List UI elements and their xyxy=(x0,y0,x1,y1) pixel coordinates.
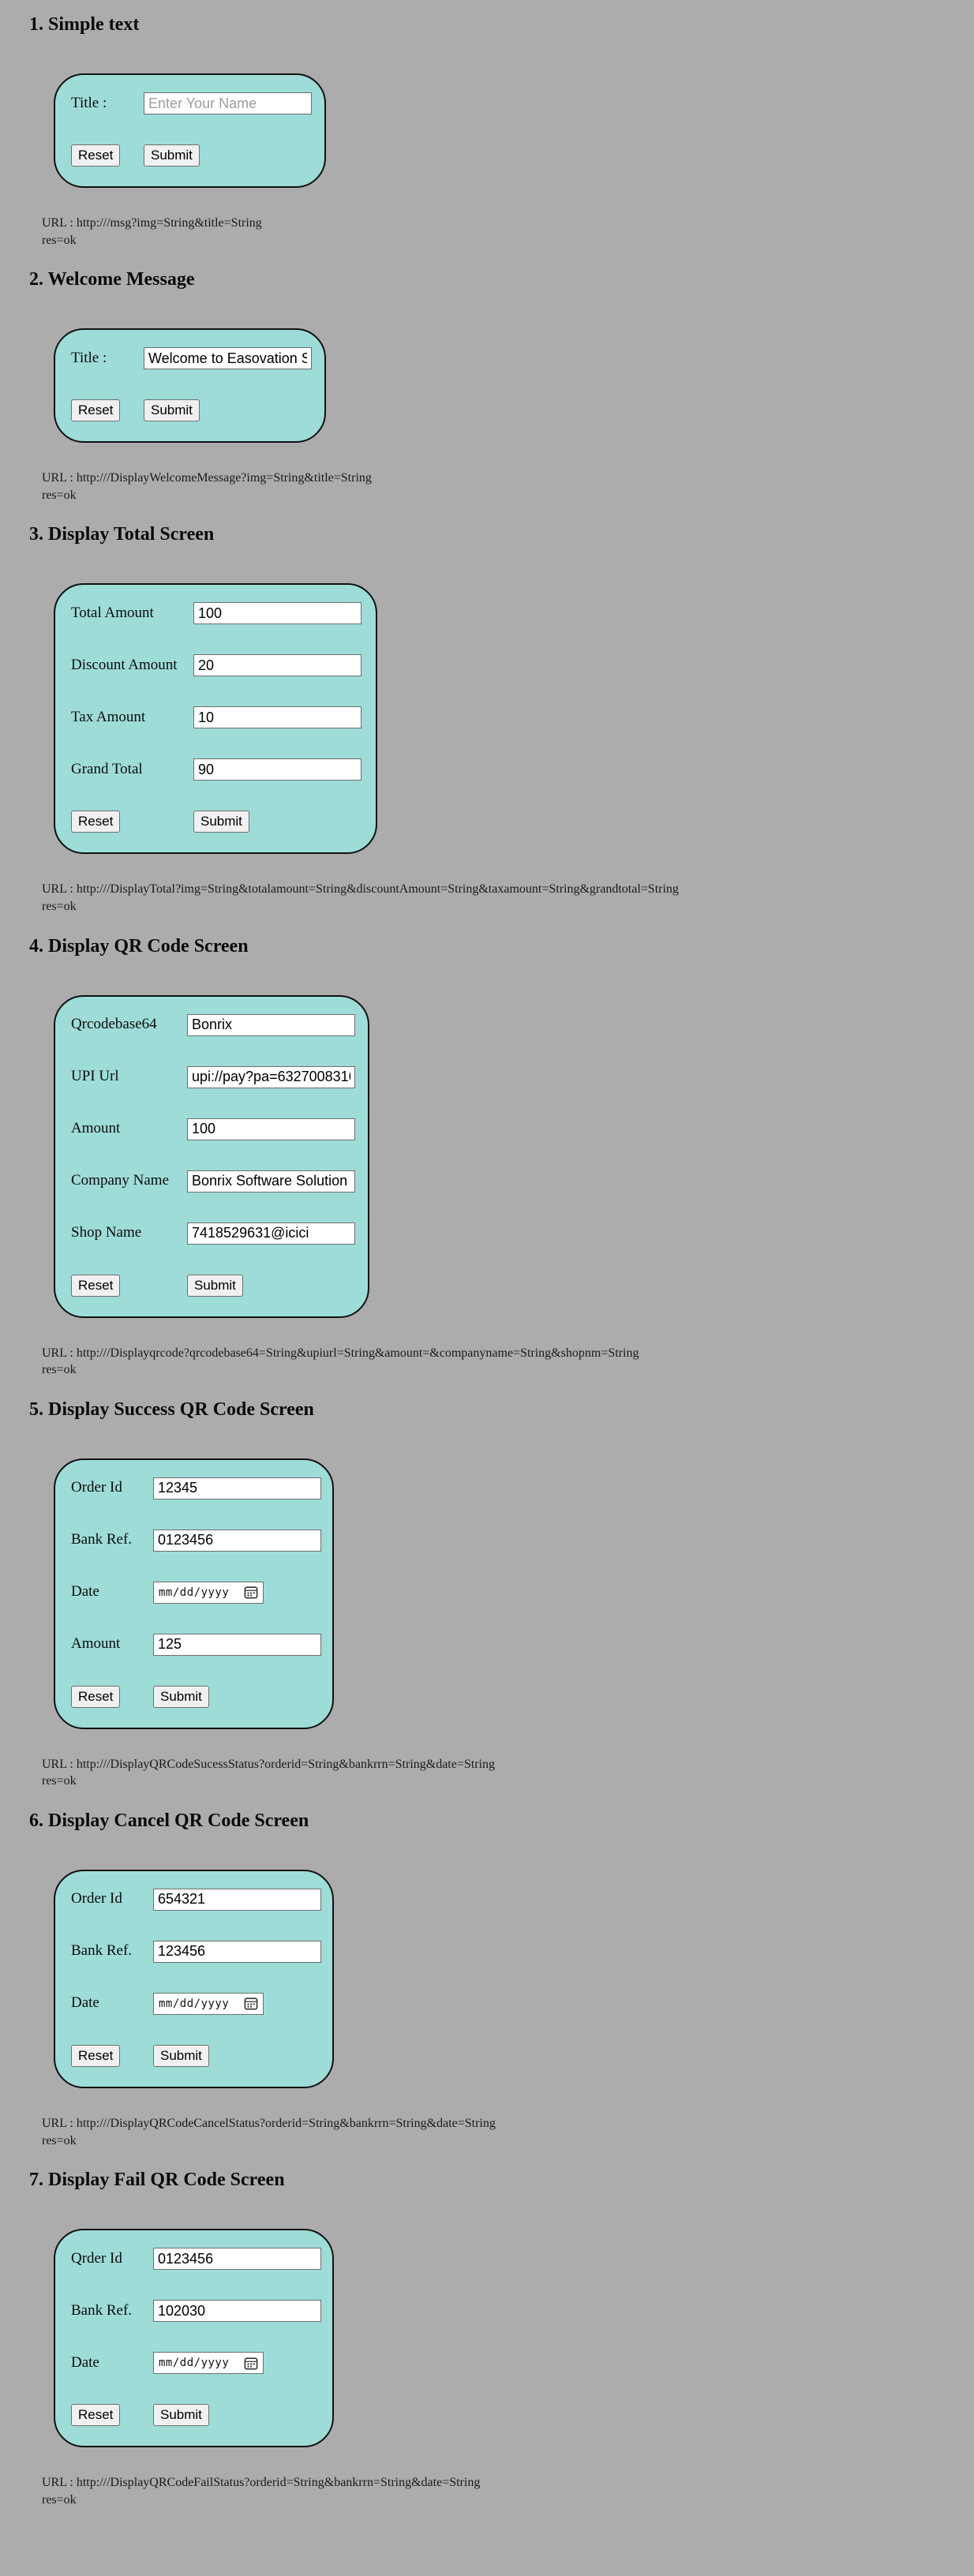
upi-url-input[interactable] xyxy=(187,1066,355,1088)
form-row xyxy=(71,347,309,369)
bank-ref-input[interactable] xyxy=(153,1530,321,1552)
form-panel xyxy=(54,73,326,188)
section-heading: 2. Welcome Message xyxy=(29,269,195,290)
form-row xyxy=(71,1118,352,1140)
form-row xyxy=(71,1941,317,1963)
reset-button[interactable]: Reset xyxy=(71,399,120,421)
form-row xyxy=(71,1889,317,1911)
res-text: res=ok xyxy=(42,899,77,913)
form-row xyxy=(71,92,309,114)
qrcodebase64-input[interactable] xyxy=(187,1014,355,1036)
field-label: Title : xyxy=(71,349,107,366)
bank-ref-input[interactable] xyxy=(153,2300,321,2322)
section-display-total xyxy=(0,524,974,915)
submit-button[interactable]: Submit xyxy=(153,1686,209,1708)
form-row xyxy=(71,1222,352,1245)
url-block xyxy=(42,2474,974,2508)
grand-total-input[interactable] xyxy=(193,758,362,781)
res-text: res=ok xyxy=(42,2133,77,2147)
amount-input[interactable] xyxy=(153,1634,321,1656)
section-heading: 1. Simple text xyxy=(29,14,140,35)
calendar-icon[interactable] xyxy=(244,2357,258,2370)
buttons-row xyxy=(71,811,360,833)
form-row xyxy=(71,1014,352,1036)
buttons-row xyxy=(71,399,309,421)
field-label: Order Id xyxy=(71,1890,122,1908)
url-text: URL : http:///DisplayTotal?img=String&totalamount=String&discountAmount=String&taxamount=String&grandtotal=String xyxy=(42,882,679,897)
form-row xyxy=(71,1170,352,1193)
field-label: Bank Ref. xyxy=(71,2301,133,2319)
total-amount-input[interactable] xyxy=(193,602,362,624)
buttons-row xyxy=(71,1686,317,1708)
url-block xyxy=(42,470,974,504)
discount-amount-input[interactable] xyxy=(193,654,362,676)
form-row xyxy=(71,758,360,781)
url-block xyxy=(42,215,974,249)
url-text: URL : http:///Displayqrcode?qrcodebase64=String&upiurl=String&amount=&companyname=String&shopnm=String xyxy=(42,1346,639,1360)
field-label: Bank Ref. xyxy=(71,1531,133,1548)
title-input[interactable] xyxy=(144,347,312,369)
buttons-row xyxy=(71,1275,352,1297)
field-label: Amount xyxy=(71,1635,121,1653)
section-display-qrcode xyxy=(0,936,974,1379)
date-placeholder: mm/dd/yyyy xyxy=(159,1997,230,2010)
order-id-input[interactable] xyxy=(153,1477,321,1500)
res-text: res=ok xyxy=(42,233,77,247)
section-welcome-message xyxy=(0,269,974,504)
date-input[interactable] xyxy=(153,2352,264,2374)
form-row xyxy=(71,654,360,676)
field-label: Date xyxy=(71,1583,99,1601)
buttons-row xyxy=(71,144,309,167)
form-row xyxy=(71,602,360,624)
section-heading: 6. Display Cancel QR Code Screen xyxy=(29,1810,309,1831)
reset-cell xyxy=(71,2404,153,2426)
section-cancel-qrcode xyxy=(0,1810,974,2149)
res-text: res=ok xyxy=(42,1774,77,1788)
field-label: Amount xyxy=(71,1120,121,1137)
form-row xyxy=(71,1530,317,1552)
form-row xyxy=(71,1066,352,1088)
url-block xyxy=(42,2115,974,2149)
reset-button[interactable]: Reset xyxy=(71,1686,120,1708)
form-panel xyxy=(54,583,377,854)
field-label: Grand Total xyxy=(71,760,143,777)
order-id-input[interactable] xyxy=(153,2248,321,2270)
form-row xyxy=(71,1993,317,2015)
form-panel xyxy=(54,1870,334,2088)
order-id-input[interactable] xyxy=(153,1889,321,1911)
section-fail-qrcode xyxy=(0,2170,974,2508)
form-panel xyxy=(54,995,369,1318)
reset-button[interactable]: Reset xyxy=(71,811,120,833)
field-label: Tax Amount xyxy=(71,708,146,725)
reset-cell xyxy=(71,1686,153,1708)
form-row xyxy=(71,706,360,728)
url-text: URL : http:///msg?img=String&title=String xyxy=(42,216,262,230)
reset-cell xyxy=(71,1275,187,1297)
form-row xyxy=(71,1634,317,1656)
bank-ref-input[interactable] xyxy=(153,1941,321,1963)
reset-cell xyxy=(71,2045,153,2067)
date-input[interactable] xyxy=(153,1582,264,1604)
calendar-icon[interactable] xyxy=(244,1586,258,1599)
form-panel xyxy=(54,2229,334,2447)
field-label: Order Id xyxy=(71,1479,122,1496)
submit-button[interactable]: Submit xyxy=(193,811,249,833)
date-input[interactable] xyxy=(153,1993,264,2015)
section-heading: 3. Display Total Screen xyxy=(29,524,215,545)
company-name-input[interactable] xyxy=(187,1170,355,1193)
section-success-qrcode xyxy=(0,1399,974,1790)
buttons-row xyxy=(71,2045,317,2067)
field-label: Qrcodebase64 xyxy=(71,1016,157,1033)
form-row xyxy=(71,1477,317,1500)
form-panel xyxy=(54,1458,334,1729)
res-text: res=ok xyxy=(42,488,77,502)
calendar-icon[interactable] xyxy=(244,1997,258,2010)
section-simple-text xyxy=(0,14,974,249)
form-row xyxy=(71,2352,317,2374)
reset-cell xyxy=(71,399,144,421)
url-text: URL : http:///DisplayWelcomeMessage?img=String&title=String xyxy=(42,471,372,485)
submit-button[interactable]: Submit xyxy=(144,144,200,167)
section-heading: 7. Display Fail QR Code Screen xyxy=(29,2170,285,2191)
field-label: Title : xyxy=(71,94,107,111)
reset-button[interactable]: Reset xyxy=(71,2045,120,2067)
submit-button[interactable]: Submit xyxy=(187,1275,243,1297)
field-label: Total Amount xyxy=(71,604,154,621)
reset-cell xyxy=(71,144,144,167)
reset-button[interactable]: Reset xyxy=(71,144,120,167)
submit-button[interactable]: Submit xyxy=(153,2404,209,2426)
res-text: res=ok xyxy=(42,2492,77,2507)
url-block xyxy=(42,1345,974,1379)
url-text: URL : http:///DisplayQRCodeFailStatus?orderid=String&bankrrn=String&date=String xyxy=(42,2476,481,2490)
url-text: URL : http:///DisplayQRCodeCancelStatus?orderid=String&bankrrn=String&date=String xyxy=(42,2116,496,2130)
field-label: Date xyxy=(71,2353,99,2371)
submit-button[interactable]: Submit xyxy=(144,399,200,421)
form-row xyxy=(71,1582,317,1604)
tax-amount-input[interactable] xyxy=(193,706,362,728)
date-placeholder: mm/dd/yyyy xyxy=(159,2357,230,2370)
form-row xyxy=(71,2248,317,2270)
field-label: Shop Name xyxy=(71,1224,142,1241)
url-block xyxy=(42,881,974,915)
field-label: Bank Ref. xyxy=(71,1942,133,1960)
reset-cell xyxy=(71,811,193,833)
url-block xyxy=(42,1756,974,1790)
field-label: Date xyxy=(71,1994,99,2012)
res-text: res=ok xyxy=(42,1363,77,1377)
field-label: Company Name xyxy=(71,1172,170,1189)
title-input[interactable] xyxy=(144,92,312,114)
field-label: UPI Url xyxy=(71,1068,119,1085)
section-heading: 5. Display Success QR Code Screen xyxy=(29,1398,314,1420)
amount-input[interactable] xyxy=(187,1118,355,1140)
field-label: Qrder Id xyxy=(71,2249,122,2267)
url-text: URL : http:///DisplayQRCodeSucessStatus?orderid=String&bankrrn=String&date=String xyxy=(42,1757,495,1771)
submit-button[interactable]: Submit xyxy=(153,2045,209,2067)
reset-button[interactable]: Reset xyxy=(71,1275,120,1297)
shop-name-input[interactable] xyxy=(187,1222,355,1245)
field-label: Discount Amount xyxy=(71,656,178,673)
reset-button[interactable]: Reset xyxy=(71,2404,120,2426)
form-row xyxy=(71,2300,317,2322)
date-placeholder: mm/dd/yyyy xyxy=(159,1586,230,1599)
section-heading: 4. Display QR Code Screen xyxy=(29,935,249,957)
buttons-row xyxy=(71,2404,317,2426)
form-panel xyxy=(54,328,326,443)
